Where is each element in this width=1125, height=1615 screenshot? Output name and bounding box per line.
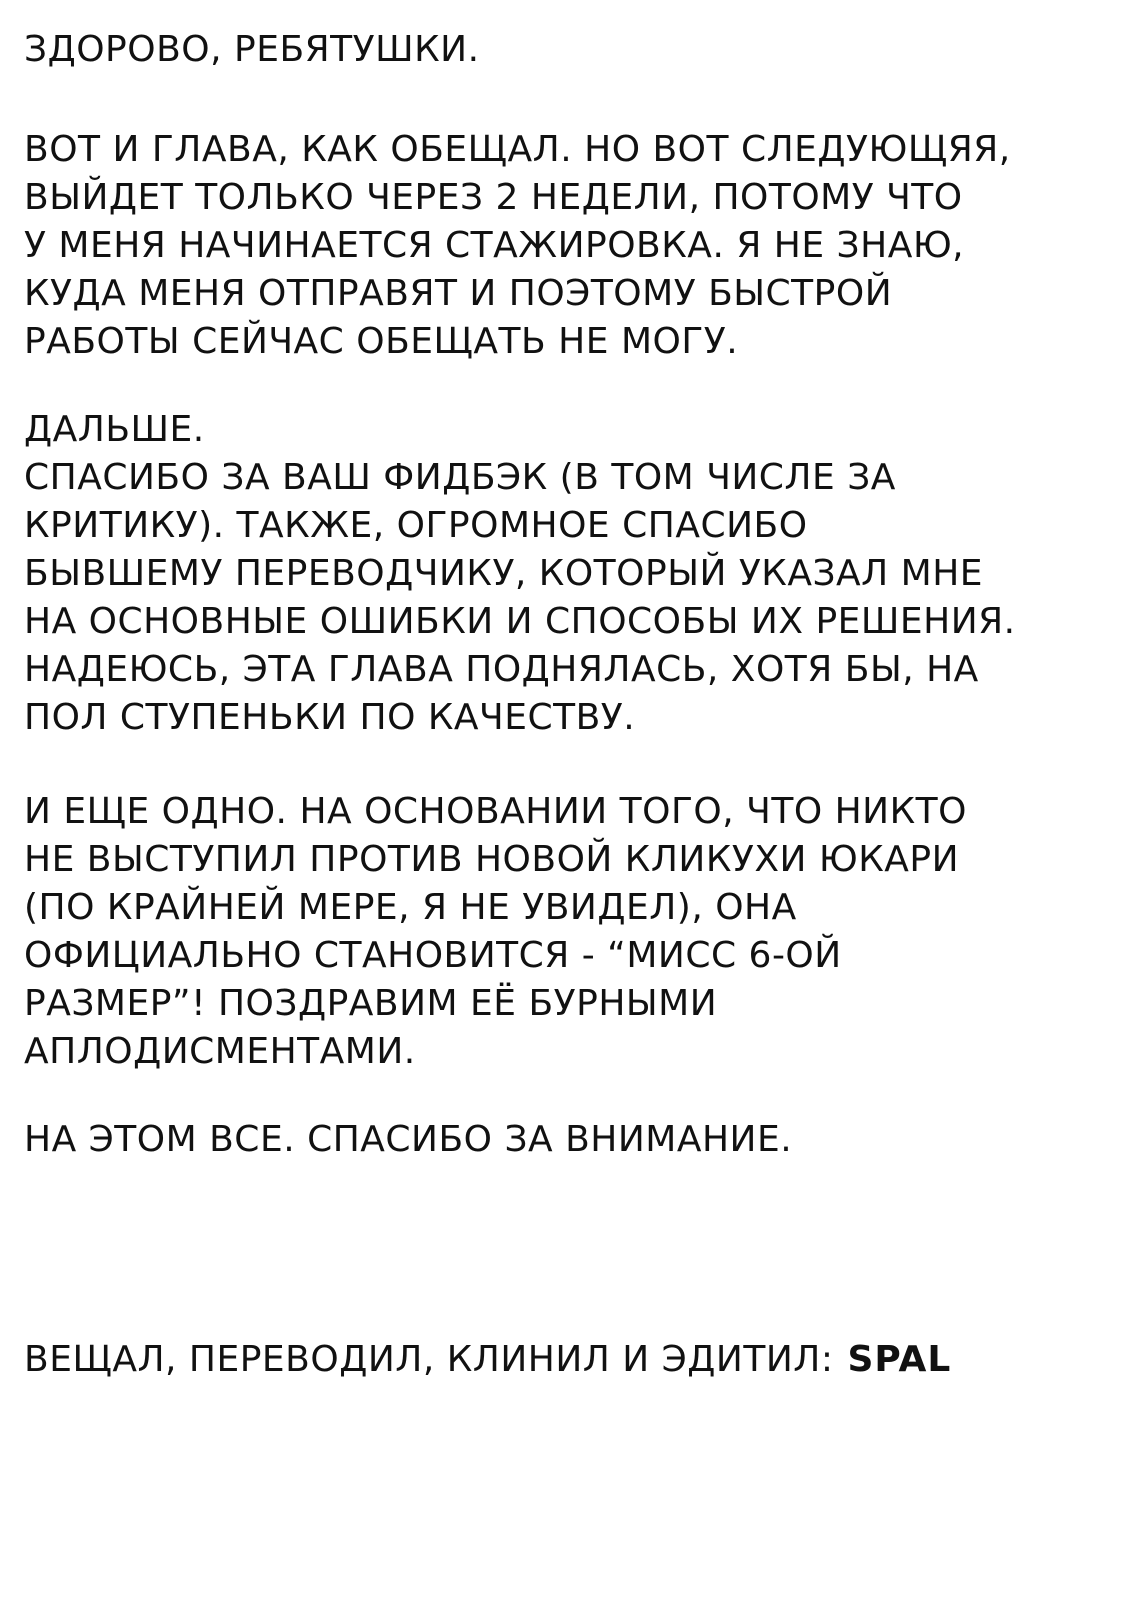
paragraph-2-line: КРИТИКУ). ТАКЖЕ, ОГРОМНОЕ СПАСИБО xyxy=(24,505,808,546)
paragraph-3-line: (ПО КРАЙНЕЙ МЕРЕ, Я НЕ УВИДЕЛ), ОНА xyxy=(24,887,797,928)
paragraph-2-line: БЫВШЕМУ ПЕРЕВОДЧИКУ, КОТОРЫЙ УКАЗАЛ МНЕ xyxy=(24,553,984,594)
credits-label: ВЕЩАЛ, ПЕРЕВОДИЛ, КЛИНИЛ И ЭДИТИЛ: xyxy=(24,1339,834,1380)
paragraph-2-line: СПАСИБО ЗА ВАШ ФИДБЭК (В ТОМ ЧИСЛЕ ЗА xyxy=(24,457,896,498)
paragraph-3-line: ОФИЦИАЛЬНО СТАНОВИТСЯ - “МИСС 6-ОЙ xyxy=(24,935,842,976)
paragraph-2-line: ДАЛЬШЕ. xyxy=(24,409,205,450)
paragraph-2-line: НАДЕЮСЬ, ЭТА ГЛАВА ПОДНЯЛАСЬ, ХОТЯ БЫ, НА xyxy=(24,649,979,690)
paragraph-3-line: И ЕЩЕ ОДНО. НА ОСНОВАНИИ ТОГО, ЧТО НИКТО xyxy=(24,791,967,832)
paragraph-2-line: ПОЛ СТУПЕНЬКИ ПО КАЧЕСТВУ. xyxy=(24,697,636,738)
paragraph-2-line: НА ОСНОВНЫЕ ОШИБКИ И СПОСОБЫ ИХ РЕШЕНИЯ. xyxy=(24,601,1016,642)
paragraph-3-line: АПЛОДИСМЕНТАМИ. xyxy=(24,1031,416,1072)
paragraph-1-line: ВЫЙДЕТ ТОЛЬКО ЧЕРЕЗ 2 НЕДЕЛИ, ПОТОМУ ЧТО xyxy=(24,177,963,218)
paragraph-3-line: НЕ ВЫСТУПИЛ ПРОТИВ НОВОЙ КЛИКУХИ ЮКАРИ xyxy=(24,839,960,880)
paragraph-1-line: РАБОТЫ СЕЙЧАС ОБЕЩАТЬ НЕ МОГУ. xyxy=(24,321,739,362)
credits-name: SPAL xyxy=(847,1339,952,1380)
credits-line xyxy=(24,1340,951,1380)
paragraph-1-line: ВОТ И ГЛАВА, КАК ОБЕЩАЛ. НО ВОТ СЛЕДУЮЩЯЯ, xyxy=(24,129,1011,170)
greeting-line: ЗДОРОВО, РЕБЯТУШКИ. xyxy=(24,29,480,70)
closing-line: НА ЭТОМ ВСЕ. СПАСИБО ЗА ВНИМАНИЕ. xyxy=(24,1119,793,1160)
paragraph-1-line: КУДА МЕНЯ ОТПРАВЯТ И ПОЭТОМУ БЫСТРОЙ xyxy=(24,273,893,314)
paragraph-1-line: У МЕНЯ НАЧИНАЕТСЯ СТАЖИРОВКА. Я НЕ ЗНАЮ, xyxy=(24,225,965,266)
paragraph-3-line: РАЗМЕР”! ПОЗДРАВИМ ЕЁ БУРНЫМИ xyxy=(24,983,718,1024)
